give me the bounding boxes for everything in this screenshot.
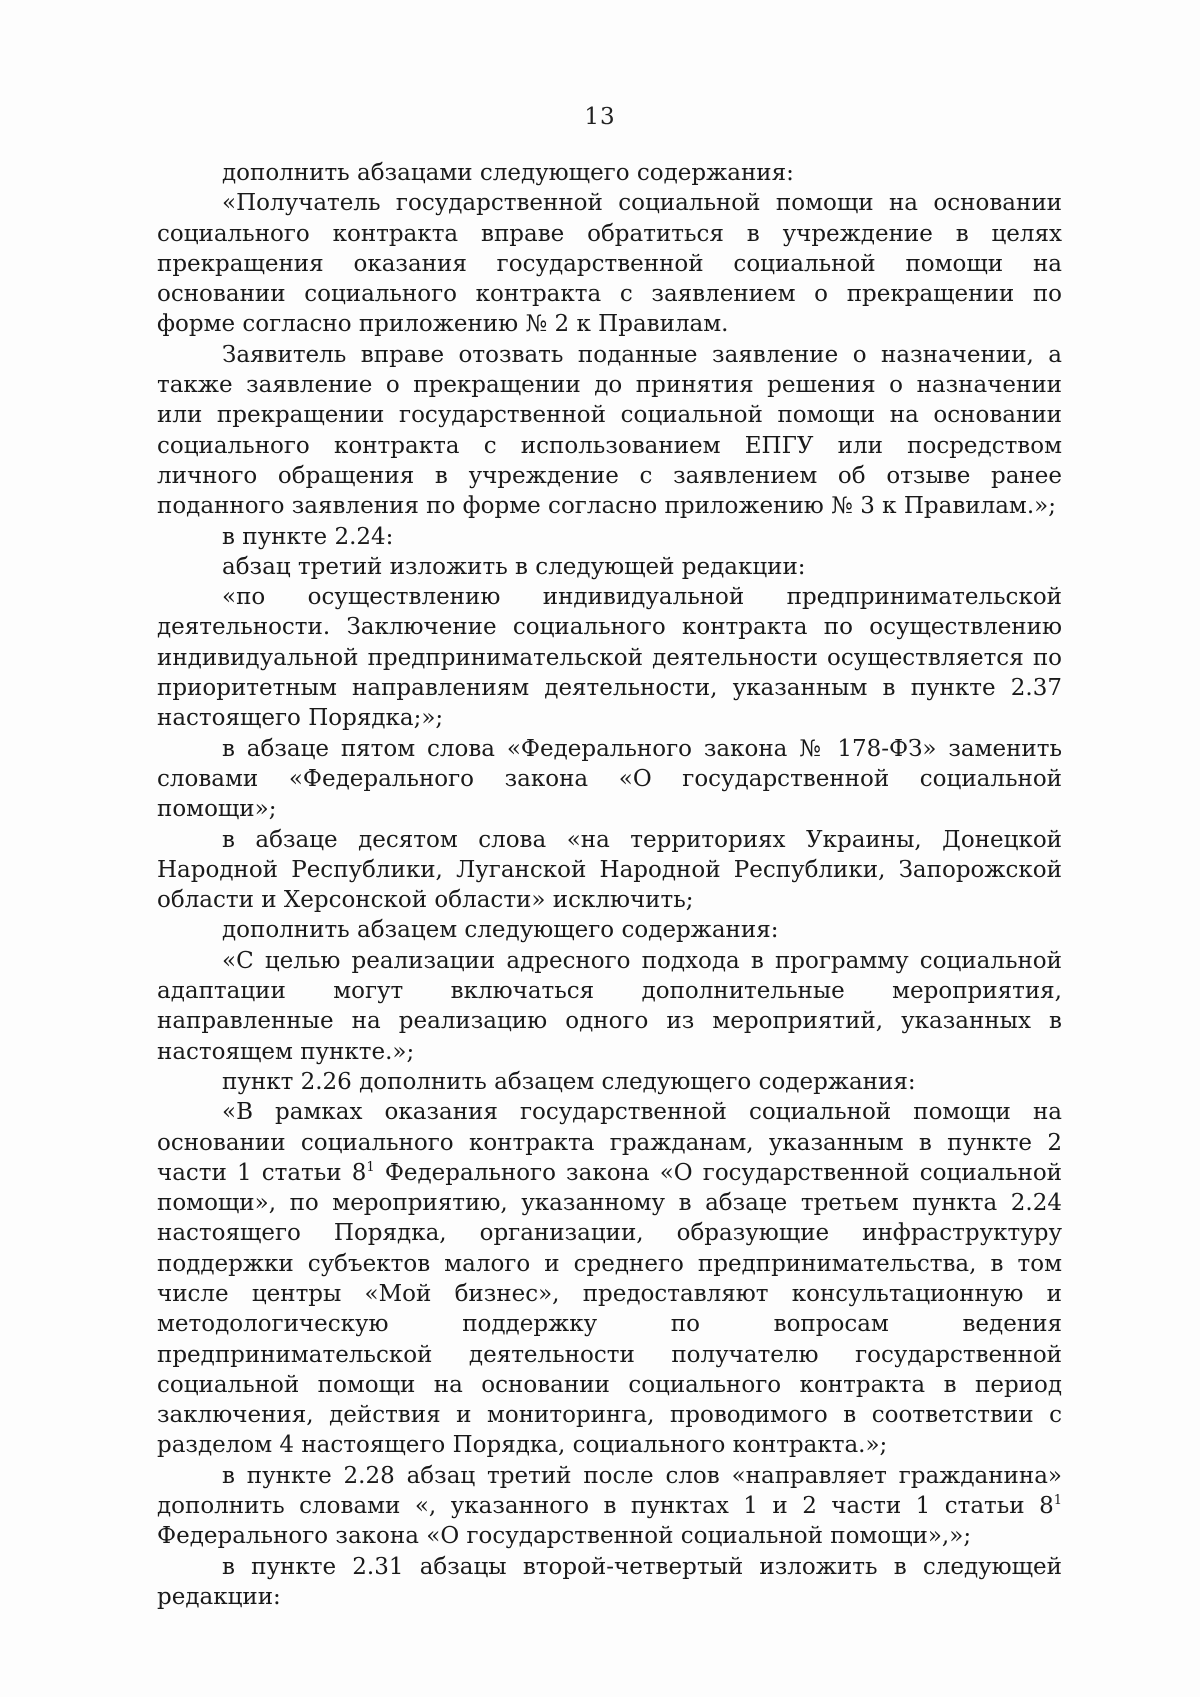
paragraph bbox=[157, 1097, 1062, 1461]
paragraph: в пункте 2.24: bbox=[222, 523, 394, 550]
paragraph: «С целью реализации адресного подхода в программу социальной адаптации могут включаться дополнительные мероприятия, направленные на реализацию одного из мероприятий, указанных в настоящем пункте.»; bbox=[157, 947, 1062, 1065]
paragraph: дополнить абзацем следующего содержания: bbox=[222, 917, 779, 944]
paragraph: дополнить абзацами следующего содержания: bbox=[222, 160, 794, 186]
superscript: 1 bbox=[1053, 1493, 1062, 1509]
paragraph: в абзаце десятом слова «на территориях Украины, Донецкой Народной Республики, Луганской Народной Республики, Запорожской области и Херсонской области» исключить; bbox=[157, 826, 1062, 914]
paragraph: Заявитель вправе отозвать поданные заявление о назначении, а также заявление о прекращении до принятия решения о назначении или прекращении государственной социальной помощи на основании социального контракта с использованием ЕПГУ или посредством личного обращения в учреждение с заявлением об отзыве ранее поданного заявления по форме согласно приложению № 3 к Правилам.»; bbox=[157, 341, 1062, 520]
paragraph: «Получатель государственной социальной помощи на основании социального контракта вправе обратиться в учреждение в целях прекращения оказания государственной социальной помощи на основании социального контракта с заявлением о прекращении по форме согласно приложению № 2 к Правилам. bbox=[157, 190, 1062, 338]
page-number: 13 bbox=[584, 104, 616, 130]
paragraph bbox=[157, 1461, 1062, 1552]
superscript: 1 bbox=[366, 1159, 375, 1175]
paragraph: абзац третий изложить в следующей редакции: bbox=[222, 553, 806, 580]
paragraph-text: Федерального закона «О государственной социальной помощи», по мероприятию, указанному в абзаце третьем пункта 2.24 настоящего Порядка, организации, образующие инфраструктуру поддержки субъектов малого и среднего предпринимательства, в том числе центры «Мой бизнес», предоставляют консультационную и методологическую поддержку по вопросам ведения предпринимательской деятельности получателю государственной социальной помощи на основании социального контракта в период заключения, действия и мониторинга, проводимого в соответствии с разделом 4 настоящего Порядка, социального контракта.»; bbox=[157, 1159, 1063, 1459]
document-body bbox=[157, 158, 1062, 1612]
paragraph: «по осуществлению индивидуальной предпринимательской деятельности. Заключение социального контракта по осуществлению индивидуальной предпринимательской деятельности осуществляется по приоритетным направлениям деятельности, указанным в пункте 2.37 настоящего Порядка;»; bbox=[157, 584, 1062, 732]
paragraph-text: Федерального закона «О государственной социальной помощи»,»; bbox=[157, 1523, 972, 1550]
paragraph: в пункте 2.31 абзацы второй-четвертый изложить в следующей редакции: bbox=[157, 1553, 1062, 1610]
paragraph-text: в пункте 2.28 абзац третий после слов «направляет гражданина» дополнить словами «, указанного в пунктах 1 и 2 части 1 статьи 8 bbox=[157, 1462, 1062, 1520]
paragraph: пункт 2.26 дополнить абзацем следующего содержания: bbox=[222, 1068, 916, 1095]
paragraph-text: «В рамках оказания государственной социальной помощи на основании социального контракта гражданам, указанным в пункте 2 части 1 статьи 8 bbox=[157, 1099, 1062, 1186]
paragraph: в абзаце пятом слова «Федерального закона № 178-ФЗ» заменить словами «Федерального закона «О государственной социальной помощи»; bbox=[157, 735, 1062, 823]
